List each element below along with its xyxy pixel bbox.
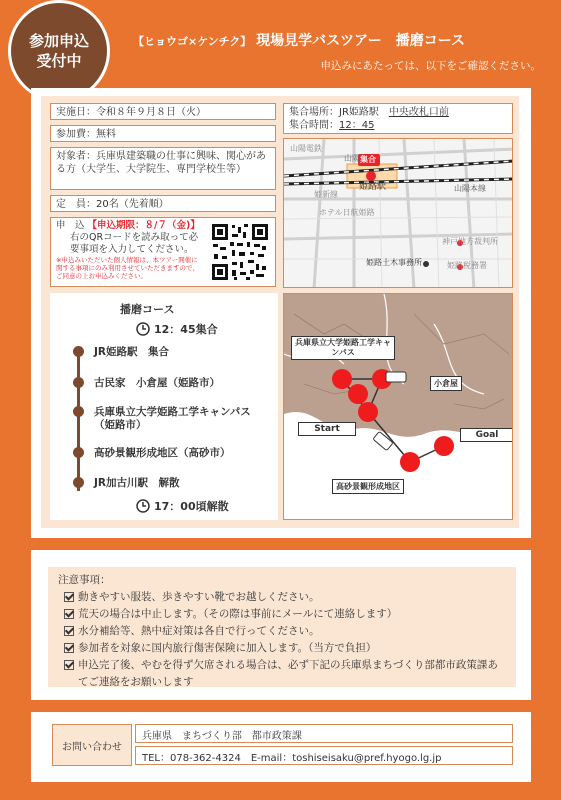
title-main: 現場見学バスツアー 播磨コース (256, 33, 465, 49)
note-item: 水分補給等、熱中症対策は各自で行ってください。 (58, 623, 506, 640)
title-tag: 【ヒョウゴ×ケンチク】 (133, 35, 252, 48)
map-label: 姫路土木事務所 (366, 258, 422, 267)
station-map[interactable] (283, 138, 513, 288)
notes (48, 567, 516, 687)
map-label: 神戸地方裁判所 (442, 237, 498, 246)
map-label: ホテル日航姫路 (319, 208, 375, 217)
notes-title: 注意事項： (58, 574, 111, 586)
meeting-place: 中央改札口前 (388, 107, 449, 118)
apply-label: 申 込 (56, 220, 85, 231)
kokuraya-label: 小倉屋 (430, 376, 462, 391)
map-label: 山陽電鉄 (290, 144, 322, 153)
contact-label: お問い合わせ (52, 724, 132, 766)
end-time: 17：00頃解散 (136, 498, 229, 514)
route-dot (73, 447, 84, 458)
start-label: Start (298, 422, 356, 436)
note-item: 参加者を対象に国内旅行傷害保険に加入します。（当方で負担） (58, 640, 506, 657)
fee-field: 参加費：無料 (50, 125, 276, 142)
top-notice: 申込みにあたっては、以下をご確認ください。 (320, 60, 541, 72)
route-dot (73, 377, 84, 388)
meeting-info: 集合場所：JR姫路駅 中央改札口前 集合時間：12：45 (283, 103, 513, 134)
route-dot (73, 477, 84, 488)
route-stop: JR姫路駅 集合 (94, 346, 169, 358)
clock-icon (136, 322, 150, 336)
badge-line1: 参加申込 (28, 32, 89, 50)
campus-label: 兵庫県立大学姫路工学キャンパス (291, 336, 395, 360)
meeting-time: 12：45 (339, 120, 375, 131)
route-stop: 兵庫県立大学姫路工学キャンパス（姫路市） (94, 406, 251, 431)
route-stop: 古民家 小倉屋（姫路市） (94, 377, 220, 389)
note-item: 荒天の場合は中止します。（その際は事前にメールにて連絡します） (58, 606, 506, 623)
checkbox-icon (64, 643, 74, 653)
target-field: 対象者：兵庫県建築職の仕事に興味、関心がある方（大学生、大学院生、専門学校生等） (50, 147, 276, 190)
map-label: 山陽本線 (454, 184, 486, 193)
map-label: 姫路駅 (359, 182, 387, 192)
route-map[interactable] (283, 293, 513, 520)
route-panel (50, 293, 278, 520)
privacy-text: ※申込みいただいた個人情報は、本ツアー開催に関する事項にのみ利用させていただきますので、ご同意の上お申込みください。 (56, 256, 199, 280)
start-time: 12：45集合 (136, 321, 218, 337)
deadline: 【申込期限：８/７（金)】 (87, 220, 200, 231)
qr-code[interactable] (210, 222, 270, 282)
goal-label: Goal (460, 428, 513, 442)
route-title: 播磨コース (120, 303, 175, 316)
route-line (77, 347, 80, 491)
badge-line2: 受付中 (36, 52, 82, 70)
checkbox-icon (64, 626, 74, 636)
map-label: 姫新線 (314, 190, 338, 199)
route-dot (73, 406, 84, 417)
contact-dept: 兵庫県 まちづくり部 都市政策課 (135, 724, 513, 743)
map-label: 姫路税務署 (447, 261, 487, 270)
takasago-label: 高砂景観形成地区 (332, 479, 404, 494)
date-field: 実施日：令和８年９月８日（火） (50, 103, 276, 120)
checkbox-icon (64, 592, 74, 602)
apply-text: 右のQRコードを読み取って必要事項を入力してください。 (70, 232, 199, 255)
entry-open-badge (8, 0, 110, 102)
checkbox-icon (64, 609, 74, 619)
capacity-field: 定 員：20名（先着順） (50, 195, 276, 212)
page-title (133, 30, 465, 50)
route-dot (73, 346, 84, 357)
note-item: 動きやすい服装、歩きやすい靴でお越しください。 (58, 589, 506, 606)
contact-tel-email[interactable]: TEL：078-362-4324 E-mail：toshiseisaku@pref.hyogo.lg.jp (135, 746, 513, 765)
checkbox-icon (64, 660, 74, 670)
route-stop: 高砂景観形成地区（高砂市） (94, 447, 231, 459)
clock-icon (136, 499, 150, 513)
map-label: 山陽 (344, 154, 360, 163)
note-item: 申込完了後、やむを得ず欠席される場合は、必ず下記の兵庫県まちづくり部都市政策課あてご連絡をお願いします (58, 657, 506, 691)
meeting-marker-label: 集合 (360, 155, 376, 164)
route-stop: JR加古川駅 解散 (94, 477, 180, 489)
